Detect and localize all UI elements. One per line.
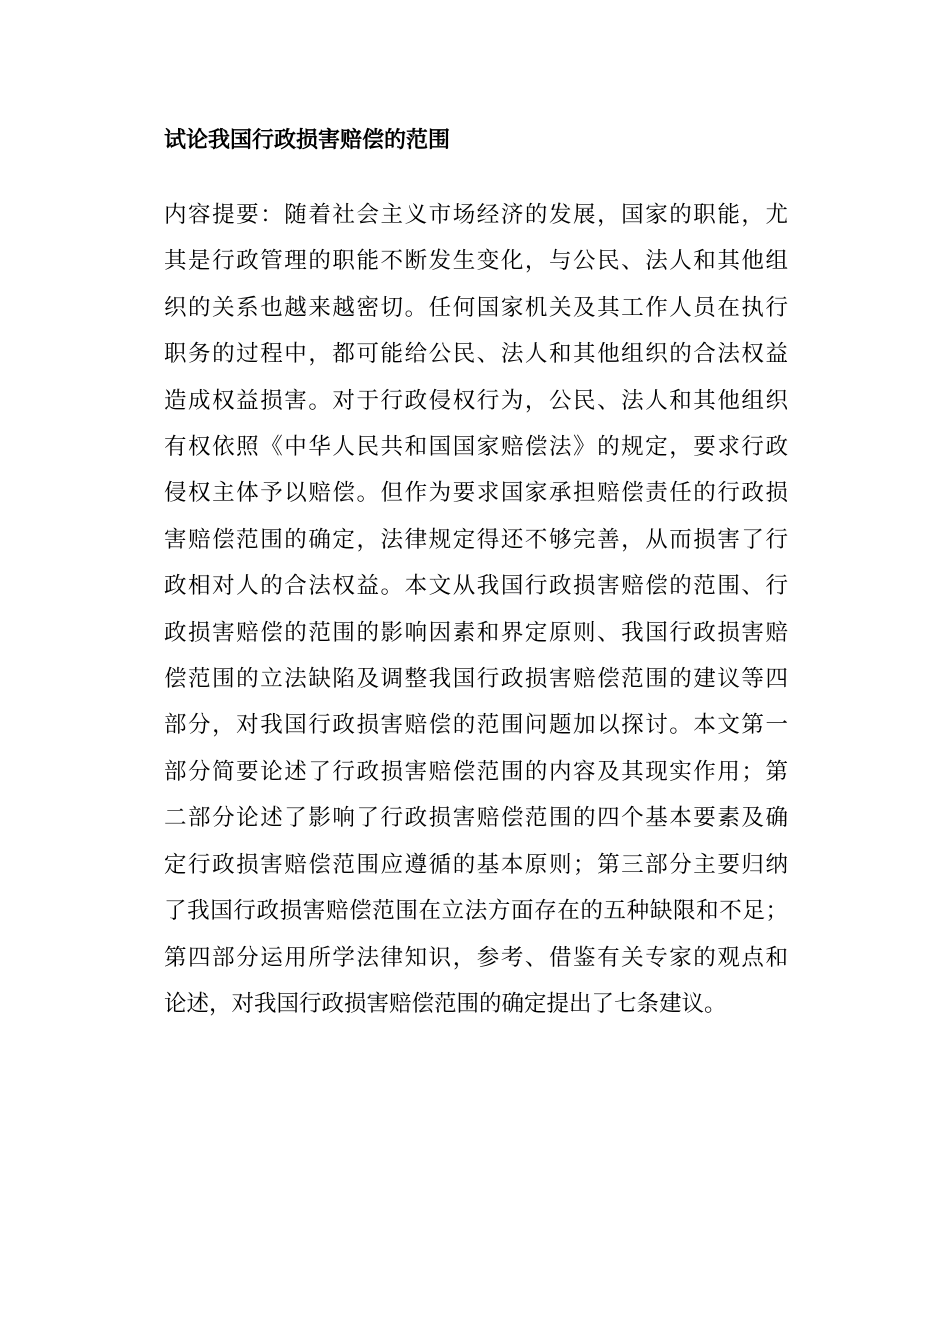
abstract-line: 部分简要论述了行政损害赔偿范围的内容及其现实作用；第	[164, 758, 788, 785]
document-title: 试论我国行政损害赔偿的范围	[164, 127, 451, 153]
abstract-paragraph	[164, 192, 788, 1027]
abstract-line: 造成权益损害。对于行政侵权行为，公民、法人和其他组织	[164, 387, 788, 414]
abstract-line: 二部分论述了影响了行政损害赔偿范围的四个基本要素及确	[164, 805, 788, 832]
abstract-line: 了我国行政损害赔偿范围在立法方面存在的五种缺限和不足；	[164, 898, 788, 925]
abstract-line: 偿范围的立法缺陷及调整我国行政损害赔偿范围的建议等四	[164, 666, 788, 693]
abstract-line: 侵权主体予以赔偿。但作为要求国家承担赔偿责任的行政损	[164, 480, 788, 507]
abstract-line: 其是行政管理的职能不断发生变化，与公民、法人和其他组	[164, 248, 788, 275]
abstract-line: 政损害赔偿的范围的影响因素和界定原则、我国行政损害赔	[164, 619, 788, 646]
abstract-line: 害赔偿范围的确定，法律规定得还不够完善，从而损害了行	[164, 526, 788, 553]
abstract-line: 织的关系也越来越密切。任何国家机关及其工作人员在执行	[164, 294, 788, 321]
abstract-line: 论述，对我国行政损害赔偿范围的确定提出了七条建议。	[164, 990, 727, 1017]
abstract-line: 政相对人的合法权益。本文从我国行政损害赔偿的范围、行	[164, 573, 788, 600]
abstract-line: 第四部分运用所学法律知识，参考、借鉴有关专家的观点和	[164, 944, 788, 971]
abstract-line: 职务的过程中，都可能给公民、法人和其他组织的合法权益	[164, 341, 788, 368]
abstract-line: 内容提要：随着社会主义市场经济的发展，国家的职能，尤	[164, 202, 788, 228]
abstract-line: 定行政损害赔偿范围应遵循的基本原则；第三部分主要归纳	[164, 851, 788, 878]
abstract-line: 部分，对我国行政损害赔偿的范围问题加以探讨。本文第一	[164, 712, 788, 739]
abstract-line: 有权依照《中华人民共和国国家赔偿法》的规定，要求行政	[164, 434, 788, 461]
